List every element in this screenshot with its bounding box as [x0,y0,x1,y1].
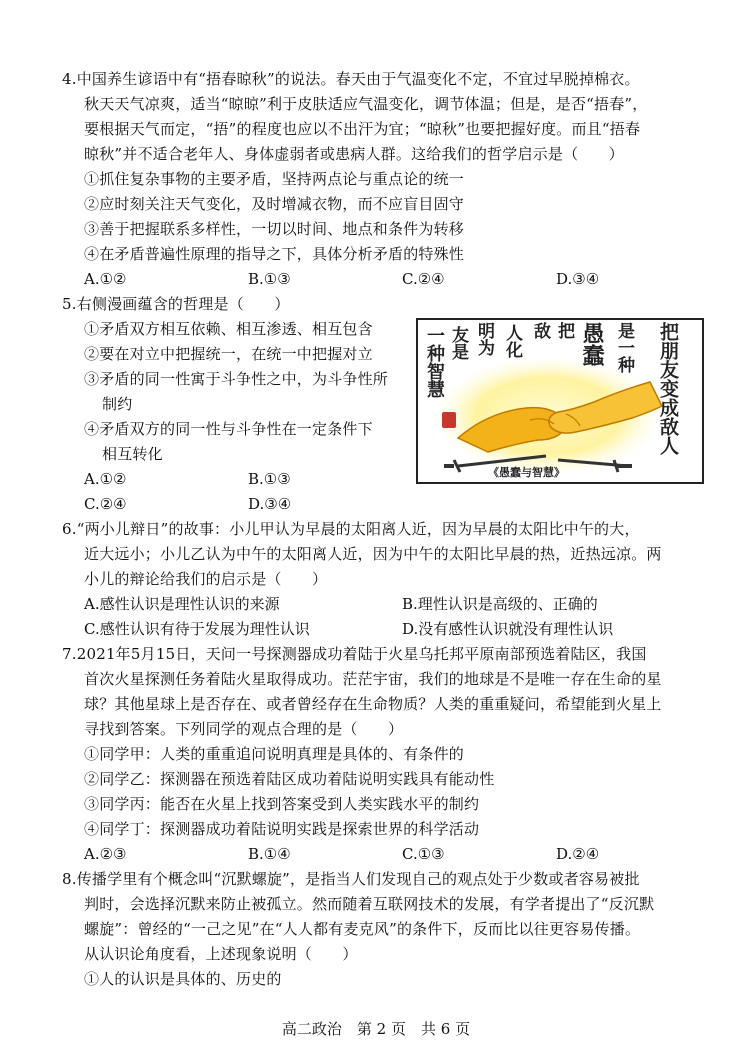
q5-option-c: C.②④ [84,495,127,513]
q4-item-1: ①抓住复杂事物的主要矛盾，坚持两点论与重点论的统一 [84,170,465,188]
q7-item-2: ②同学乙：探测器在预选着陆区成功着陆说明实践具有能动性 [84,770,495,788]
cartoon-caption: 《愚蠢与智慧》 [488,466,565,479]
q5-item-2: ②要在对立中把握统一，在统一中把握对立 [84,345,373,363]
cartoon-text-col7: 愚蠢 [579,322,605,366]
q4-option-c: C.②④ [402,270,445,288]
q7-item-3: ③同学丙：能否在火星上找到答案受到人类实践水平的制约 [84,795,480,813]
q7-line-2: 首次火星探测任务着陆火星取得成功。茫茫宇宙，我们的地球是不是唯一存在生命的星 [84,670,662,688]
cartoon-text-col6: 把 [554,322,574,339]
q4-option-b: B.①③ [248,270,291,288]
q7-line-4: 寻找到答案。下列同学的观点合理的是（ ） [84,720,404,738]
q4-option-d: D.③④ [556,270,600,288]
q4-item-4: ④在矛盾普遍性原理的指导之下，具体分析矛盾的特殊性 [84,245,465,263]
q8-line-1: 8.传播学里有个概念叫“沉默螺旋”，是指当人们发现自己的观点处于少数或者容易被批 [62,870,640,888]
q8-item-1: ①人的认识是具体的、历史的 [84,970,282,988]
q7-option-b: B.①④ [248,845,291,863]
cartoon-text-col5: 敌 [530,322,550,339]
q6-line-2: 近大远小；小儿乙认为中午的太阳离人近，因为中午的太阳比早晨的热，近热远凉。两 [84,545,662,563]
q6-line-3: 小儿的辩论给我们的启示是（ ） [84,570,328,588]
q4-line-1: 4.中国养生谚语中有“捂春晾秋”的说法。春天由于气温变化不定，不宜过早脱掉棉衣。 [62,70,640,88]
cartoon-text-col3: 明为 [474,322,494,356]
q6-option-a: A.感性认识是理性认识的来源 [84,595,280,613]
q5-option-a: A.①② [84,470,127,488]
q8-line-2: 判时，会选择沉默来防止被孤立。然而随着互联网技术的发展，有学者提出了“反沉默 [84,895,655,913]
q6-option-c: C.感性认识有待于发展为理性认识 [84,620,310,638]
q5-item-3-cont: 制约 [102,395,133,413]
q6-option-b: B.理性认识是高级的、正确的 [402,595,598,613]
page-footer: 高二政治 第 2 页 共 6 页 [281,1020,471,1038]
q6-option-d: D.没有感性认识就没有理性认识 [402,620,614,638]
handshake-cartoon [416,318,704,484]
q5-item-4: ④矛盾双方的同一性与斗争性在一定条件下 [84,420,373,438]
cartoon-text-col1: 一种智慧 [424,326,445,398]
q5-item-4-cont: 相互转化 [102,445,163,463]
q4-item-3: ③善于把握联系多样性，一切以时间、地点和条件为转移 [84,220,465,238]
q4-option-a: A.①② [84,270,127,288]
q7-option-d: D.②④ [556,845,600,863]
q4-item-2: ②应时刻关注天气变化，及时增减衣物，而不应盲目固守 [84,195,465,213]
q5-item-1: ①矛盾双方相互依赖、相互渗透、相互包含 [84,320,373,338]
q5-item-3: ③矛盾的同一性寓于斗争性之中，为斗争性所 [84,370,389,388]
cartoon-text-col4: 人化 [502,324,522,358]
q7-line-1: 7.2021年5月15日，天问一号探测器成功着陆于火星乌托邦平原南部预选着陆区，我国 [62,645,647,663]
q7-item-4: ④同学丁：探测器成功着陆说明实践是探索世界的科学活动 [84,820,480,838]
cartoon-text-col8: 是一种 [614,322,634,373]
q6-line-1: 6.“两小儿辩日”的故事：小儿甲认为早晨的太阳离人近，因为早晨的太阳比中午的大， [62,520,640,538]
q5-stem: 5.右侧漫画蕴含的哲理是（ ） [62,295,290,313]
q7-option-c: C.①③ [402,845,445,863]
q4-line-4: 晾秋”并不适合老年人、身体虚弱者或患病人群。这给我们的哲学启示是（ ） [84,145,624,163]
q8-line-4: 从认识论角度看，上述现象说明（ ） [84,945,358,963]
q7-option-a: A.②③ [84,845,127,863]
cartoon-text-col2: 友是 [448,326,468,360]
q7-line-3: 球？其他星球上是否存在、或者曾经存在生命物质？人类的重重疑问，希望能到火星上 [84,695,662,713]
q8-line-3: 螺旋”：曾经的“一己之见”在“人人都有麦克风”的条件下，反而比以往更容易传播。 [84,920,641,938]
q5-option-d: D.③④ [248,495,292,513]
cartoon-text-col9: 把朋友变成敌人 [657,322,679,455]
q4-line-3: 要根据天气而定，“捂”的程度也应以不出汗为宜；“晾秋”也要把握好度。而且“捂春 [84,120,641,138]
red-seal-icon [442,412,456,428]
q7-item-1: ①同学甲：人类的重重追问说明真理是具体的、有条件的 [84,745,465,763]
q4-line-2: 秋天天气凉爽，适当“晾晾”利于皮肤适应气温变化，调节体温；但是，是否“捂春”， [84,95,648,113]
q5-option-b: B.①③ [248,470,291,488]
